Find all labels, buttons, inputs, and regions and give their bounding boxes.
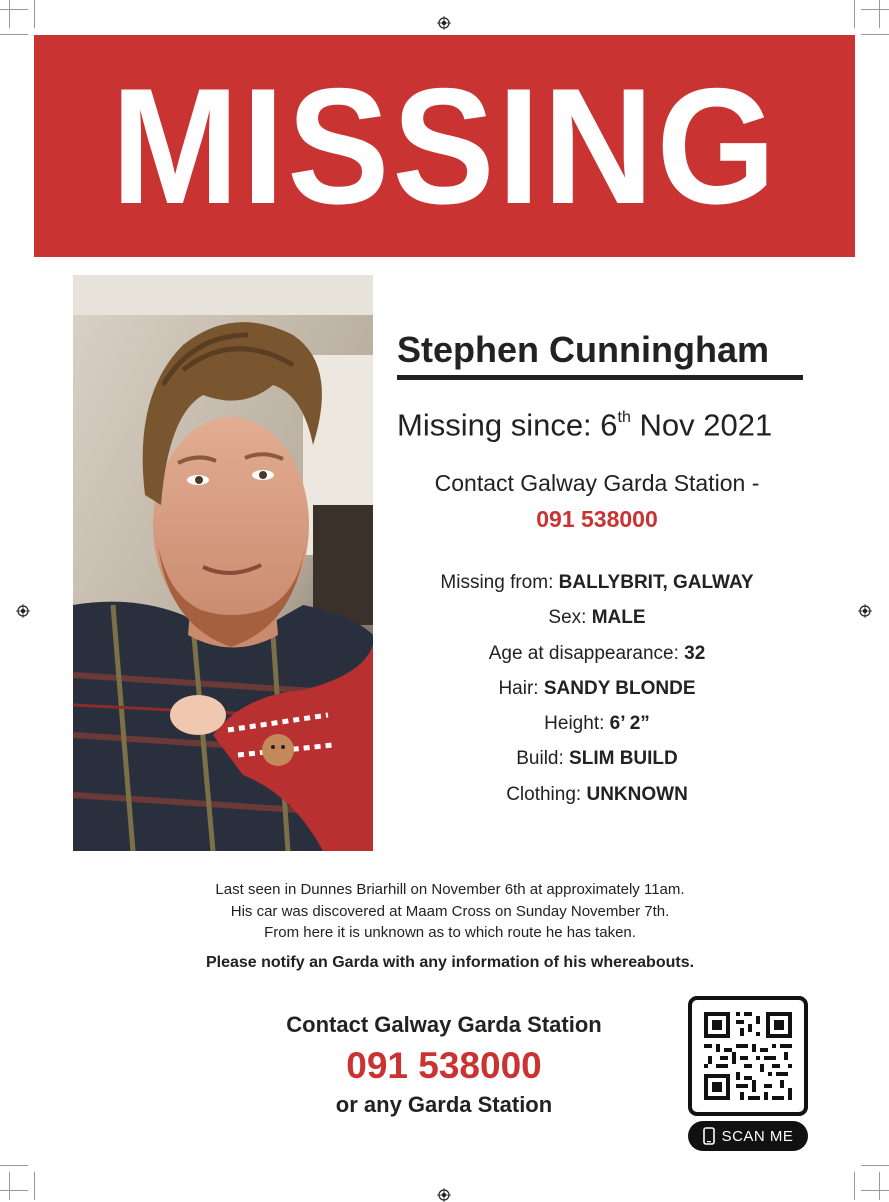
detail-row-missing-from bbox=[397, 568, 797, 603]
crop-mark bbox=[861, 9, 889, 10]
missing-since-suffix: th bbox=[617, 409, 631, 426]
registration-mark-icon bbox=[16, 604, 30, 618]
missing-since-rest: Nov 2021 bbox=[630, 407, 773, 443]
notify-notice: Please notify an Garda with any information of his whereabouts. bbox=[205, 954, 695, 971]
detail-row-sex bbox=[397, 603, 797, 638]
crop-mark bbox=[0, 34, 28, 35]
crop-mark bbox=[861, 1165, 889, 1166]
missing-since-label: Missing since: bbox=[397, 407, 601, 443]
scan-me-label: SCAN ME bbox=[721, 1127, 794, 1145]
crop-mark bbox=[0, 9, 28, 10]
crop-mark bbox=[9, 1172, 10, 1200]
portrait-illustration bbox=[73, 275, 373, 851]
narrative-line: Last seen in Dunnes Briarhill on November 6th at approximately 11am. bbox=[215, 881, 685, 898]
contact-phone-top: 091 538000 bbox=[536, 506, 658, 532]
detail-value: 6’ 2” bbox=[609, 713, 650, 735]
person-name: Stephen Cunningham bbox=[397, 329, 769, 370]
banner-heading: MISSING bbox=[110, 53, 779, 238]
missing-person-photo bbox=[73, 275, 373, 851]
crop-mark bbox=[879, 0, 880, 28]
detail-value: SLIM BUILD bbox=[569, 748, 678, 770]
detail-label: Missing from: bbox=[440, 572, 559, 593]
registration-mark-icon bbox=[437, 16, 451, 30]
detail-row-age bbox=[397, 639, 797, 674]
detail-label: Build: bbox=[516, 748, 570, 770]
qr-code-icon bbox=[692, 1000, 804, 1112]
missing-since bbox=[397, 402, 817, 443]
crop-mark bbox=[0, 1190, 28, 1191]
contact-label-top: Contact Galway Garda Station - bbox=[434, 470, 760, 496]
detail-row-clothing bbox=[397, 780, 797, 815]
crop-mark bbox=[854, 0, 855, 28]
detail-value: SANDY BLONDE bbox=[543, 677, 696, 699]
missing-banner bbox=[34, 35, 855, 257]
qr-code[interactable] bbox=[688, 996, 808, 1116]
detail-value: MALE bbox=[591, 607, 646, 629]
detail-label: Clothing: bbox=[506, 783, 587, 805]
detail-row-height bbox=[397, 709, 797, 744]
detail-label: Hair: bbox=[498, 677, 544, 699]
phone-icon bbox=[703, 1127, 715, 1145]
scan-me-button[interactable] bbox=[688, 1121, 808, 1151]
registration-mark-icon bbox=[858, 604, 872, 618]
missing-since-day: 6 bbox=[600, 407, 618, 443]
detail-value: UNKNOWN bbox=[586, 783, 688, 805]
crop-mark bbox=[861, 34, 889, 35]
detail-label: Sex: bbox=[548, 607, 592, 629]
narrative-line: His car was discovered at Maam Cross on Sunday November 7th. bbox=[230, 902, 670, 920]
crop-mark bbox=[861, 1190, 889, 1191]
crop-mark bbox=[879, 1172, 880, 1200]
crop-mark bbox=[34, 1172, 35, 1200]
contact-alt: or any Garda Station bbox=[335, 1092, 553, 1117]
detail-value: BALLYBRIT, GALWAY bbox=[558, 572, 754, 593]
crop-mark bbox=[0, 1165, 28, 1166]
narrative-line: From here it is unknown as to which route he has taken. bbox=[264, 924, 636, 941]
detail-row-build bbox=[397, 744, 797, 779]
detail-label: Height: bbox=[544, 713, 610, 735]
detail-label: Age at disappearance: bbox=[488, 642, 685, 664]
contact-label-bottom: Contact Galway Garda Station bbox=[286, 1012, 602, 1037]
detail-row-hair bbox=[397, 674, 797, 709]
crop-mark bbox=[9, 0, 10, 28]
contact-phone-bottom: 091 538000 bbox=[346, 1045, 542, 1086]
detail-value: 32 bbox=[684, 642, 706, 664]
last-seen-narrative bbox=[100, 879, 800, 944]
crop-mark bbox=[34, 0, 35, 28]
name-underline bbox=[397, 375, 803, 380]
details-list bbox=[397, 568, 797, 815]
crop-mark bbox=[854, 1172, 855, 1200]
